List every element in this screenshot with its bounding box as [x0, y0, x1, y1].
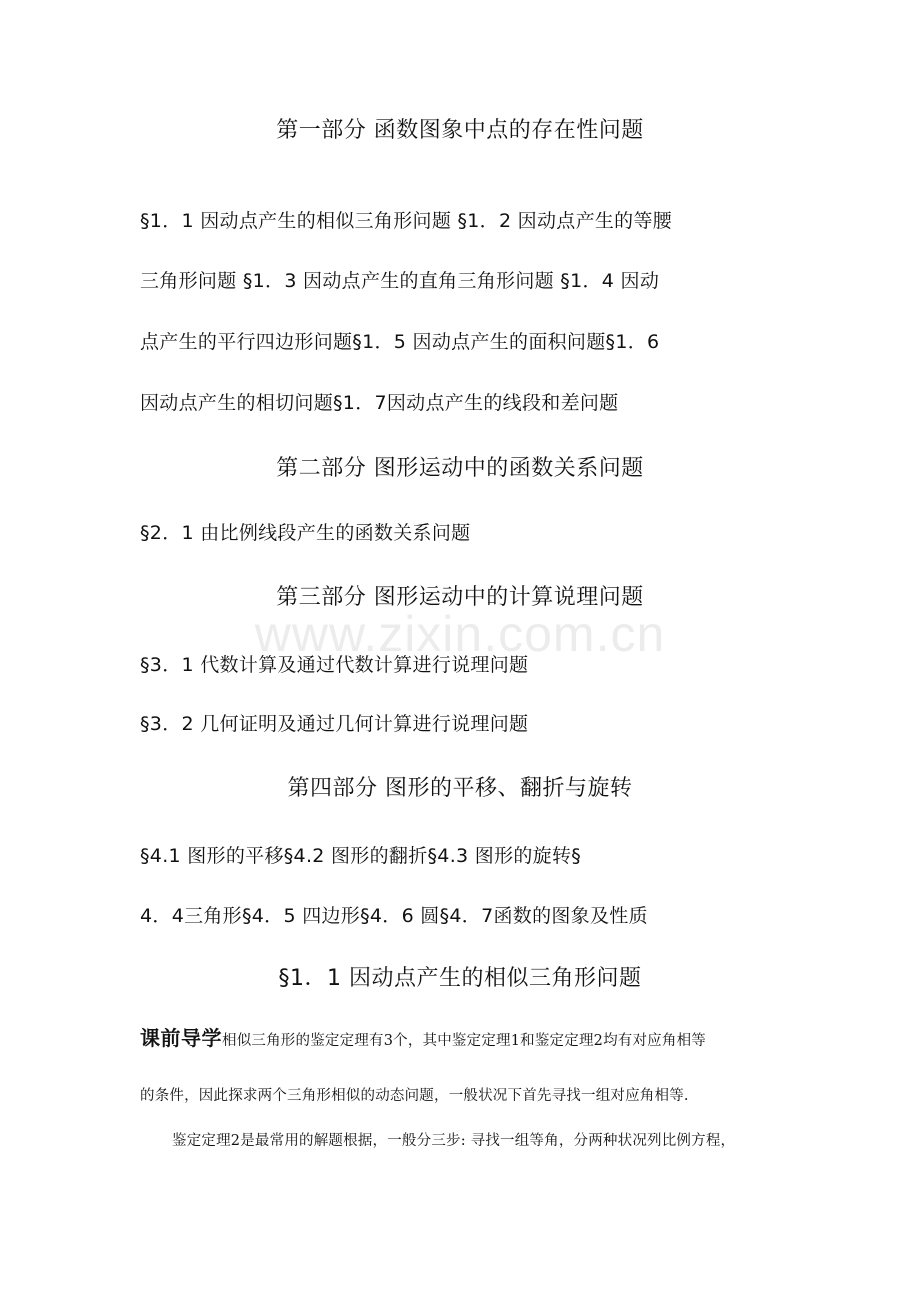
- part1-line-3: 点产生的平行四边形问题§1．5 因动点产生的面积问题§1．6: [140, 331, 660, 353]
- part2-line-1: §2．1 由比例线段产生的函数关系问题: [140, 522, 471, 544]
- part1-line-1: §1．1 因动点产生的相似三角形问题 §1．2 因动点产生的等腰: [140, 210, 673, 232]
- section11-para1-line1: [140, 1022, 706, 1051]
- part2-title: 第二部分 图形运动中的函数关系问题: [276, 456, 644, 481]
- part3-line-2: §3．2 几何证明及通过几何计算进行说理问题: [140, 713, 529, 735]
- lead-label: 课前导学: [140, 1026, 222, 1050]
- section11-title: §1．1 因动点产生的相似三角形问题: [278, 966, 642, 991]
- part1-line-2: 三角形问题 §1．3 因动点产生的直角三角形问题 §1．4 因动: [140, 270, 660, 292]
- section11-para2-line1: 鉴定定理2是最常用的解题根据，一般分三步: 寻找一组等角，分两种状况列比例方程，: [172, 1133, 736, 1149]
- part3-title: 第三部分 图形运动中的计算说理问题: [276, 585, 644, 610]
- part1-line-4: 因动点产生的相切问题§1．7因动点产生的线段和差问题: [140, 392, 619, 414]
- watermark: www.zixin.com.cn: [254, 606, 666, 662]
- para1-text: 相似三角形的鉴定定理有3个，其中鉴定定理1和鉴定定理2均有对应角相等: [222, 1033, 706, 1049]
- part4-line-1: §4.1 图形的平移§4.2 图形的翻折§4.3 图形的旋转§: [140, 845, 582, 867]
- part4-line-2: 4．4三角形§4．5 四边形§4．6 圆§4．7函数的图象及性质: [140, 905, 648, 927]
- section11-para1-line2: 的条件，因此探求两个三角形相似的动态问题，一般状况下首先寻找一组对应角相等.: [140, 1088, 689, 1104]
- part3-line-1: §3．1 代数计算及通过代数计算进行说理问题: [140, 654, 529, 676]
- part4-title: 第四部分 图形的平移、翻折与旋转: [287, 776, 633, 801]
- part1-title: 第一部分 函数图象中点的存在性问题: [276, 118, 644, 143]
